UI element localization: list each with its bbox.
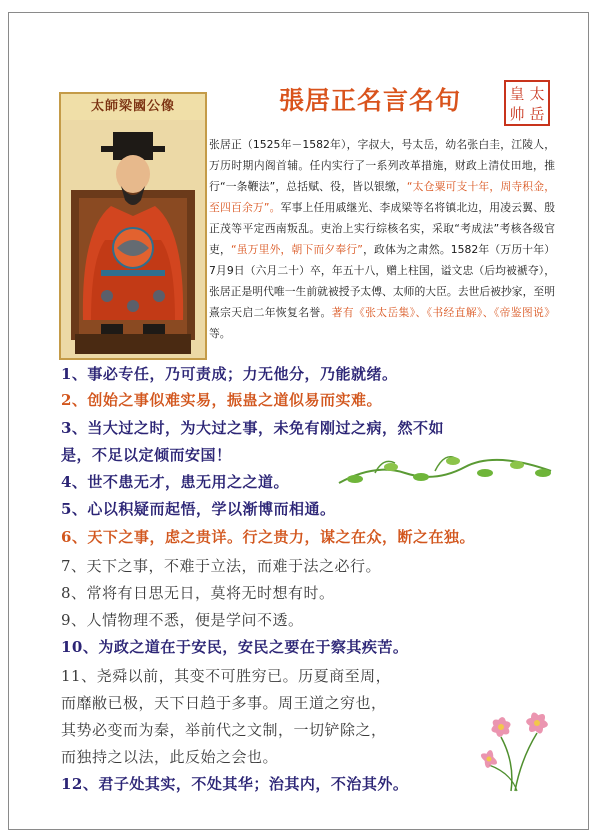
bio-part-4: 等。 — [209, 327, 231, 340]
bio-highlight-2: “虽万里外，朝下而夕奉行” — [230, 243, 363, 256]
svg-text:太: 太 — [529, 85, 545, 103]
quote-line: 9、人情物理不悉，便是学问不透。 — [61, 611, 304, 629]
official-figure-image — [61, 120, 205, 360]
portrait-painting — [59, 92, 207, 360]
quote-line: 11、尧舜以前，其变不可胜穷已。历夏商至周， — [61, 667, 392, 685]
bio-part-3: ，政体为之肃然。1582年（万历十年）7月9日（六月二十）卒，年五十八，赠上柱国，谥文忠（后均被褫夺），张居正是明代唯一生前就被授予太傅、太师的大臣。去世后被抄家，至明熹宗天启二年恢复名誉。 — [209, 243, 556, 319]
quote-line: 12、君子处其实，不处其华；治其内，不治其外。 — [61, 775, 409, 793]
biography-text — [209, 134, 555, 344]
quote-line: 8、常将有日思无日，莫将无时想有时。 — [61, 584, 335, 602]
portrait-caption: 太師梁國公像 — [61, 94, 205, 120]
quote-line: 3、当大过之时，为大过之事，未免有刚过之病，然不如 — [61, 419, 444, 437]
bio-part-1: 张居正（1525年－1582年），字叔大，号太岳，幼名张白圭，江陵人，万历时期内阁首辅。任内实行了一系列改革措施，财政上清仗田地，推行“一条鞭法”，总括赋、役，皆以银缴， — [209, 138, 555, 193]
quote-line: 其势必变而为秦，举前代之文制，一切铲除之， — [61, 721, 387, 739]
bio-highlight-3: 著有《张太岳集》、《书经直解》、《帝鉴图说》 — [331, 306, 555, 319]
svg-text:岳: 岳 — [529, 105, 545, 123]
quote-line: 7、天下之事，不难于立法，而难于法之必行。 — [61, 557, 382, 575]
quote-line: 而靡敝已极，天下日趋于多事。周王道之穷也， — [61, 694, 387, 712]
page-title: 張居正名言名句 — [279, 86, 462, 115]
quote-line: 5、心以积疑而起悟，学以渐博而相通。 — [61, 500, 336, 518]
quote-line: 4、世不患无才，患无用之之道。 — [61, 473, 289, 491]
bio-highlight-1: “太仓粟可支十年，周寺积金，至四百余万”。 — [209, 180, 556, 214]
quote-line: 而独持之以法，此反始之会也。 — [61, 748, 279, 766]
cosmos-flower-decoration — [471, 693, 563, 793]
quote-line: 是，不足以定倾而安国！ — [61, 446, 232, 464]
quote-line: 2、创始之事似难实易，振蛊之道似易而实难。 — [61, 391, 382, 409]
quote-line: 6、天下之事，虑之贵详。行之贵力，谋之在众，断之在独。 — [61, 528, 475, 546]
page-frame — [8, 12, 589, 830]
red-seal-stamp — [503, 79, 551, 127]
quote-line: 10、为政之道在于安民，安民之要在于察其疾苦。 — [61, 638, 409, 656]
quote-line: 1、事必专任，乃可责成；力无他分，乃能就绪。 — [61, 365, 398, 383]
vine-decoration — [335, 443, 555, 495]
bio-part-2: 军事上任用戚继光、李成梁等名将镇北边，用凌云翼、殷正茂等平定西南叛乱。吏治上实行综核名实，采取“考成法”考核各级官吏， — [209, 201, 556, 256]
svg-text:帅: 帅 — [509, 105, 525, 123]
svg-text:皇: 皇 — [509, 85, 525, 103]
